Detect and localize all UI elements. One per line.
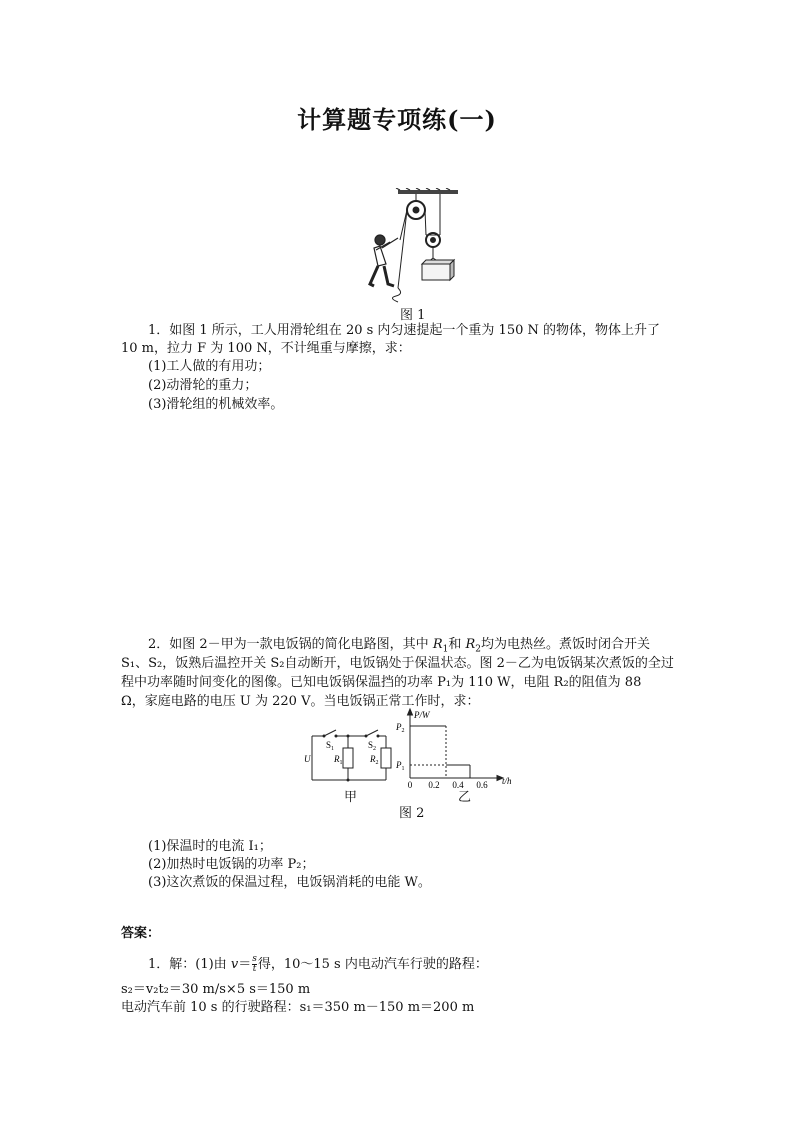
p2-label: $P_2$ <box>396 722 405 734</box>
answer-line1 <box>148 955 488 974</box>
x-axis-label: t/h <box>502 776 512 786</box>
label-s1: $S_1$ <box>326 740 335 752</box>
x-tick-label: 0.2 <box>428 780 440 790</box>
q1-part3: (3)滑轮组的机械效率。 <box>148 397 284 412</box>
answer-line3: 电动汽车前 10 s 的行驶路程：s₁＝350 m－150 m＝200 m <box>121 1000 475 1015</box>
circuit-diagram <box>304 722 394 786</box>
x-tick-label: 0.6 <box>476 780 488 790</box>
x-tick-label: 0.4 <box>452 780 464 790</box>
answer-fraction <box>252 955 257 974</box>
circuit-caption: 甲 <box>344 790 358 805</box>
x-tick-label: 0 <box>407 780 413 790</box>
q2-stem-line4: Ω，家庭电路的电压 U 为 220 V。当电饭锅正常工作时，求： <box>121 694 480 709</box>
q2-stem-line1-b: 均为电热丝。煮饭时闭合开关 <box>481 637 651 652</box>
answer-eq: ＝ <box>238 957 252 972</box>
y-axis-label: P/W <box>414 710 430 720</box>
q2-part1: (1)保温时的电流 I₁； <box>148 839 272 854</box>
label-r2: $R_2$ <box>370 754 379 766</box>
answer-frac-den: t <box>252 964 257 974</box>
q2-part2: (2)加热时电饭锅的功率 P₂； <box>148 857 315 872</box>
q1-part1: (1)工人做的有用功； <box>148 359 271 374</box>
q2-and: 和 <box>448 637 466 652</box>
q2-stem-line2: S₁、S₂，饭熟后温控开关 S₂自动断开，电饭锅处于保温状态。图 2－乙为电饭锅某次煮饭的全过 <box>121 656 674 671</box>
q2-r1: R <box>432 637 443 652</box>
q2-stem-line3: 程中功率随时间变化的图像。已知电饭锅保温挡的功率 P₁为 110 W，电阻 R₂的阻值为 88 <box>121 675 642 690</box>
q1-stem-line2: 10 m，拉力 F 为 100 N，不计绳重与摩擦，求： <box>121 341 411 356</box>
ceiling-beam <box>398 190 458 194</box>
resistor-r1 <box>343 748 353 768</box>
q2-r1-sub: 1 <box>442 644 449 655</box>
page-title: 计算题专项练(一) <box>297 105 497 134</box>
q2-r2-sub: 2 <box>475 644 482 655</box>
figure2-caption: 图 2 <box>399 806 425 821</box>
p1-label: $P_1$ <box>396 760 405 772</box>
pulley-figure <box>360 188 470 306</box>
switch-s1 <box>324 730 336 736</box>
q1-stem-line1: 1．如图 1 所示，工人用滑轮组在 20 s 内匀速提起一个重为 150 N 的物体，物体上升了 <box>148 323 661 338</box>
figure1-caption: 图 1 <box>400 308 426 323</box>
resistor-r2 <box>381 748 391 768</box>
answer-line2: s₂＝v₂t₂＝30 m/s×5 s＝150 m <box>121 982 311 997</box>
q2-part3: (3)这次煮饭的保温过程，电饭锅消耗的电能 W。 <box>148 875 431 890</box>
worker-figure <box>370 235 398 286</box>
answer-line1-a: 1．解：(1)由 <box>148 957 231 972</box>
answer-heading: 答案： <box>121 926 161 941</box>
answer-line1-b: 得，10～15 s 内电动汽车行驶的路程： <box>257 957 488 972</box>
power-time-graph <box>396 706 520 790</box>
load-box <box>422 260 454 280</box>
label-s2: $S_2$ <box>368 740 377 752</box>
q2-stem-line1-a: 2．如图 2－甲为一款电饭锅的简化电路图，其中 <box>148 637 433 652</box>
graph-caption: 乙 <box>458 790 472 805</box>
answer-v: v <box>230 957 239 972</box>
answer-frac-num: s <box>252 954 257 964</box>
q1-part2: (2)动滑轮的重力； <box>148 378 258 393</box>
switch-s2 <box>366 730 378 736</box>
label-u: U <box>304 754 311 764</box>
q2-r2: R <box>465 637 476 652</box>
label-r1: $R_1$ <box>334 754 343 766</box>
